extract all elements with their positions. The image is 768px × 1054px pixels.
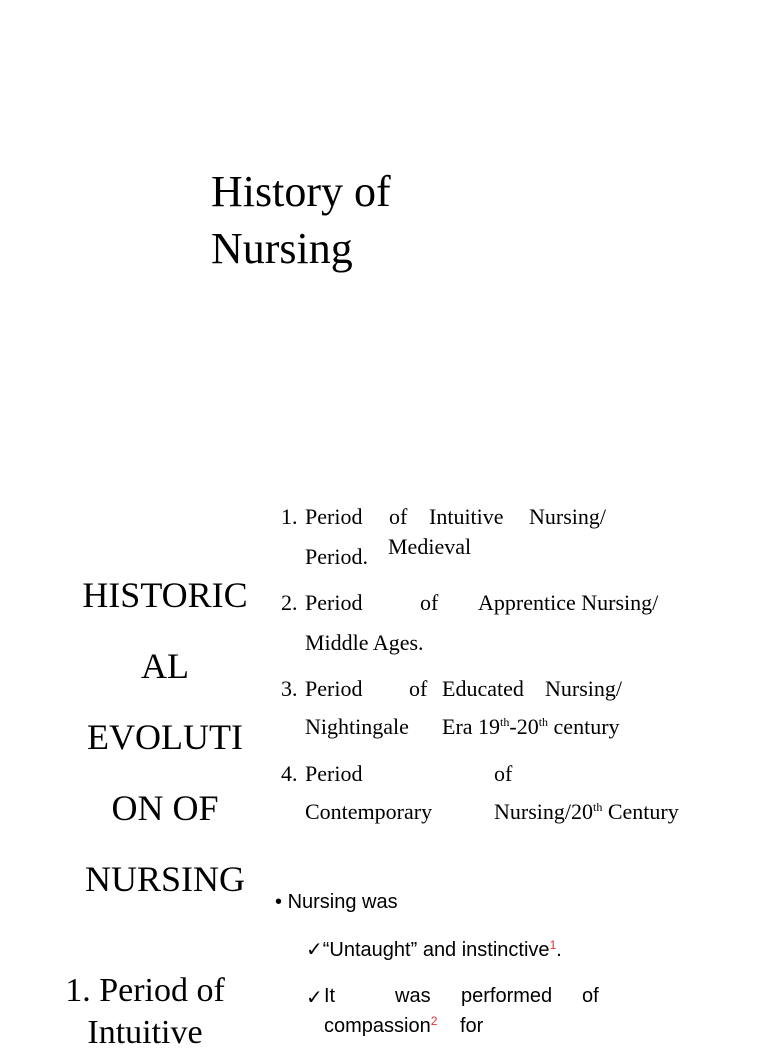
- list-number: 1.: [281, 504, 298, 529]
- list-number: 2.: [281, 590, 298, 615]
- list-text: of: [582, 985, 599, 1007]
- list-text: Nursing/: [545, 676, 622, 701]
- list-text: Period: [305, 590, 363, 615]
- list-text: Period.: [305, 544, 368, 569]
- slide-intuitive-nursing: [0, 865, 768, 1051]
- list-text: Nursing/20th Century: [494, 799, 679, 824]
- list-text: of: [420, 590, 439, 615]
- list-text: Nursing/: [529, 504, 606, 529]
- list-text: Era 19th-20th century: [442, 714, 620, 739]
- list-text: compassion$^2$: [324, 1014, 438, 1037]
- slide-title: [0, 0, 768, 460]
- list-text: of: [409, 676, 428, 701]
- list-text: Nightingale: [305, 714, 409, 739]
- list-text: Intuitive: [429, 504, 504, 529]
- list-text: Middle Ages.: [305, 630, 424, 655]
- list-text: of: [494, 761, 513, 786]
- slide-heading: 1. Period of Intuitive: [65, 972, 225, 1051]
- list-item: • Nursing was: [275, 891, 398, 913]
- list-text: Period: [305, 676, 363, 701]
- list-number: 3.: [281, 676, 298, 701]
- list-text: for: [460, 1015, 484, 1037]
- list-text: Apprentice Nursing/: [478, 590, 659, 615]
- list-text: Period: [305, 504, 363, 529]
- list-item: ✓“Untaught” and instinctive$^1$.: [306, 938, 562, 961]
- list-text: Period: [305, 761, 363, 786]
- list-text: Medieval: [388, 534, 472, 559]
- title-line-1: History of: [211, 167, 391, 216]
- list-text: Contemporary: [305, 799, 433, 824]
- slide-historical-evolution: [0, 460, 768, 899]
- title-line-2: Nursing: [211, 224, 353, 273]
- slide-title-heading: [211, 163, 391, 277]
- list-text: of: [389, 504, 408, 529]
- list-text: It: [324, 985, 336, 1007]
- slide-heading: HISTORIC AL EVOLUTI ON OF NURSING: [82, 575, 248, 899]
- checkmark-icon: ✓: [306, 939, 323, 961]
- bullet-dot-icon: •: [275, 891, 283, 913]
- list-text: performed: [461, 985, 553, 1007]
- list-text: Educated: [442, 676, 524, 701]
- list-text: was: [395, 985, 431, 1007]
- list-number: 4.: [281, 761, 298, 786]
- checkmark-icon: ✓: [306, 987, 323, 1009]
